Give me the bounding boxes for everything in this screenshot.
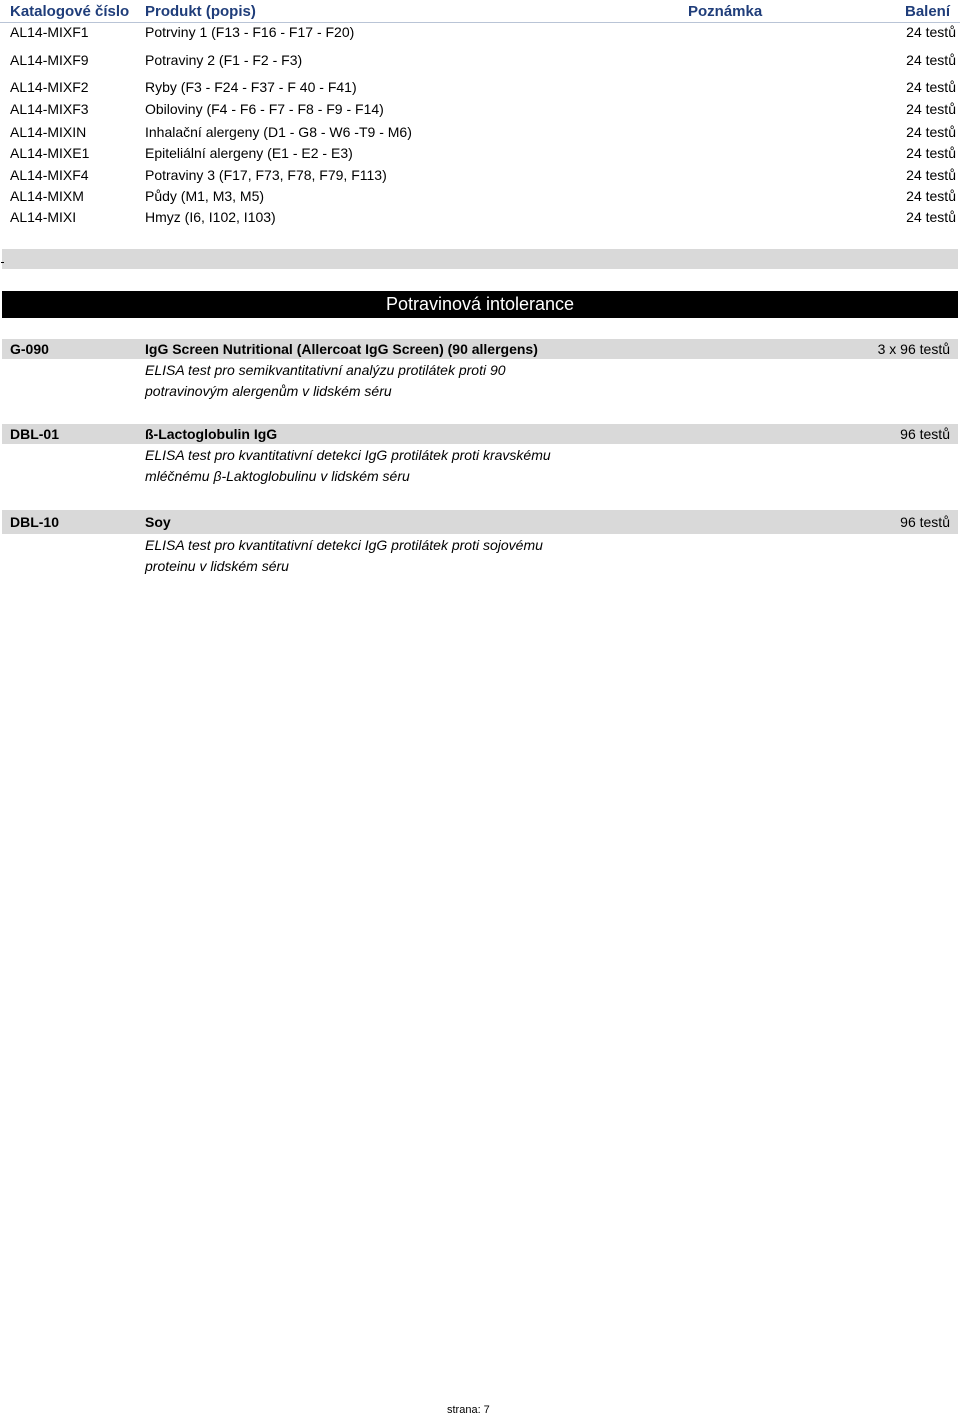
pack-size: 24 testů: [906, 188, 956, 204]
table-row: [0, 186, 960, 206]
product-bar: [2, 424, 958, 444]
pack-size: 24 testů: [906, 145, 956, 161]
pack-size: 24 testů: [906, 209, 956, 225]
product-note: [145, 445, 595, 487]
page-number: strana: 7: [447, 1404, 490, 1416]
header-catalog-number: Katalogové číslo: [10, 3, 130, 20]
pack-size: 24 testů: [906, 167, 956, 183]
pack-size: 24 testů: [906, 124, 956, 140]
separator-bar: [2, 249, 958, 269]
product-desc: Potraviny 3 (F17, F73, F78, F79, F113): [145, 167, 387, 183]
pack-size: 24 testů: [906, 52, 956, 68]
catalog-code: AL14-MIXI: [10, 209, 77, 225]
catalog-code: AL14-MIXF2: [10, 79, 89, 95]
table-row: [0, 207, 960, 227]
table-row: [0, 122, 960, 142]
product-block: [2, 424, 958, 484]
pack-size: 3 x 96 testů: [877, 341, 950, 357]
product-note-line: ELISA test pro kvantitativní detekci IgG protilátek proti kravskému: [145, 447, 551, 463]
table-row: [0, 165, 960, 185]
product-note: [145, 360, 595, 402]
product-note-line: potravinovým alergenům v lidském séru: [145, 383, 392, 399]
catalog-code: AL14-MIXIN: [10, 124, 87, 140]
table-header: [0, 0, 960, 23]
section-title: Potravinová intolerance: [2, 291, 958, 318]
catalog-code: AL14-MIXF3: [10, 101, 89, 117]
pack-size: 24 testů: [906, 79, 956, 95]
product-name: Soy: [145, 514, 171, 530]
pack-size: 96 testů: [900, 426, 950, 442]
product-desc: Potrviny 1 (F13 - F16 - F17 - F20): [145, 24, 355, 40]
pack-size: 24 testů: [906, 101, 956, 117]
separator-mark: [1, 262, 4, 263]
catalog-code: AL14-MIXF1: [10, 24, 89, 40]
product-name: ß-Lactoglobulin IgG: [145, 426, 278, 442]
product-desc: Inhalační alergeny (D1 - G8 - W6 -T9 - M6): [145, 124, 412, 140]
product-desc: Ryby (F3 - F24 - F37 - F 40 - F41): [145, 79, 357, 95]
header-pack: Balení: [904, 3, 950, 20]
product-name: IgG Screen Nutritional (Allercoat IgG Screen) (90 allergens): [145, 341, 538, 357]
catalog-code: AL14-MIXE1: [10, 145, 90, 161]
catalog-code: AL14-MIXF4: [10, 167, 89, 183]
catalog-code: AL14-MIXF9: [10, 52, 89, 68]
product-bar: [2, 339, 958, 359]
product-note-line: proteinu v lidském séru: [145, 558, 289, 574]
product-block: [2, 339, 958, 399]
product-note-line: ELISA test pro semikvantitativní analýzu protilátek proti 90: [145, 362, 506, 378]
catalog-code: G-090: [10, 341, 49, 357]
product-block: [2, 510, 958, 574]
catalog-code: DBL-10: [10, 514, 60, 530]
pack-size: 24 testů: [906, 24, 956, 40]
header-product: Produkt (popis): [145, 3, 256, 20]
product-desc: Půdy (M1, M3, M5): [145, 188, 265, 204]
product-desc: Hmyz (I6, I102, I103): [145, 209, 276, 225]
product-desc: Epiteliální alergeny (E1 - E2 - E3): [145, 145, 353, 161]
product-bar: [2, 510, 958, 534]
table-row: [0, 50, 960, 70]
product-note-line: ELISA test pro kvantitativní detekci IgG protilátek proti sojovému: [145, 537, 543, 553]
product-desc: Potraviny 2 (F1 - F2 - F3): [145, 52, 303, 68]
table-row: [0, 77, 960, 97]
table-row: [0, 143, 960, 163]
product-note: [145, 535, 595, 577]
catalog-code: DBL-01: [10, 426, 60, 442]
pack-size: 96 testů: [900, 514, 950, 530]
table-row: [0, 22, 960, 42]
catalog-code: AL14-MIXM: [10, 188, 84, 204]
product-desc: Obiloviny (F4 - F6 - F7 - F8 - F9 - F14): [145, 101, 384, 117]
table-row: [0, 99, 960, 119]
product-note-line: mléčnému β-Laktoglobulinu v lidském séru: [145, 468, 410, 484]
header-note: Poznámka: [688, 3, 763, 20]
